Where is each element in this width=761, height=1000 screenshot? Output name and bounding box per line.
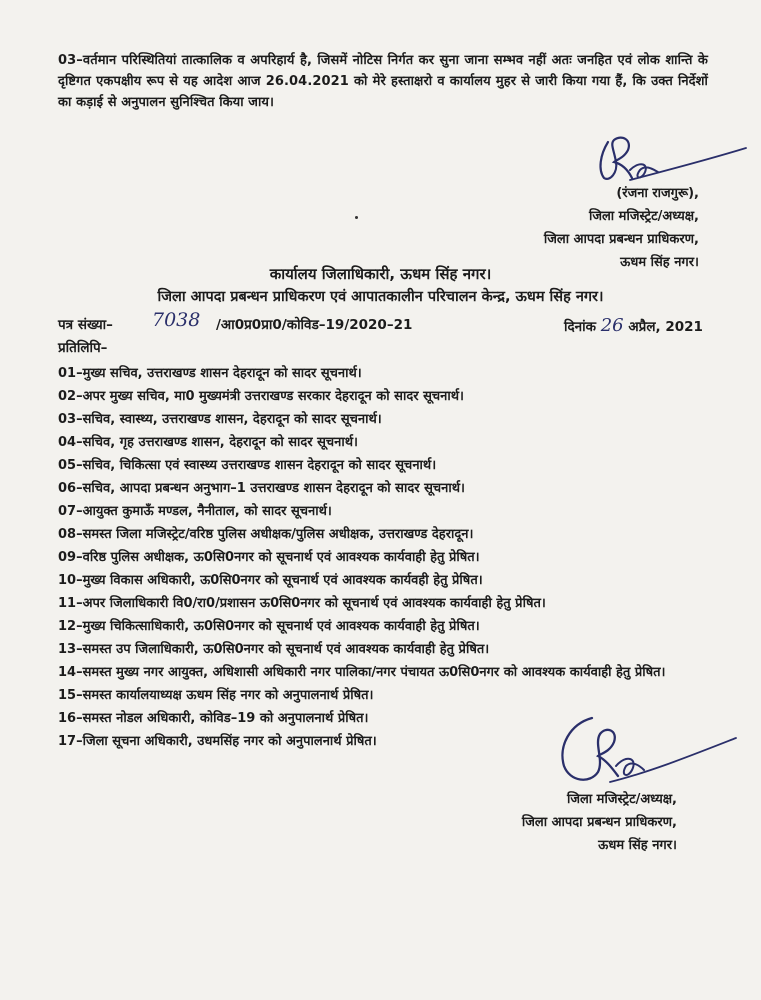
ink-speck	[355, 216, 358, 219]
letter-number-label: पत्र संख्या–	[58, 317, 113, 333]
list-item: 01–मुख्य सचिव, उत्तराखण्ड शासन देहरादून को सादर सूचनार्थ।	[58, 366, 362, 381]
signature-top-image	[570, 120, 750, 190]
signatory-place: ऊधम सिंह नगर।	[598, 838, 677, 853]
list-item: 15–समस्त कार्यालयाध्यक्ष ऊधम सिंह नगर को अनुपालनार्थ प्रेषित।	[58, 688, 374, 703]
date-day-handwritten: 26	[600, 315, 624, 336]
list-item: 16–समस्त नोडल अधिकारी, कोविड–19 को अनुपालनार्थ प्रेषित।	[58, 711, 369, 726]
signatory-designation: जिला मजिस्ट्रेट/अध्यक्ष,	[588, 209, 699, 224]
recipient-list	[58, 362, 718, 753]
signature-bottom-image	[540, 704, 740, 794]
signatory-authority: जिला आपदा प्रबन्धन प्राधिकरण,	[543, 232, 699, 247]
letter-code: /आ0प्र0प्रा0/कोविड–19/2020–21	[216, 317, 413, 333]
signature-block-bottom	[522, 788, 677, 857]
list-item: 11–अपर जिलाधिकारी वि0/रा0/प्रशासन ऊ0सि0नगर को सूचनार्थ एवं आवश्यक कार्यवाही हेतु प्रेषित।	[58, 596, 546, 611]
signatory-name: (रंजना राजगुरू),	[616, 186, 699, 201]
signature-block-top	[544, 182, 699, 274]
list-item: 17–जिला सूचना अधिकारी, उधमसिंह नगर को अनुपालनार्थ प्रेषित।	[58, 734, 377, 749]
office-heading: कार्यालय जिलाधिकारी, ऊधम सिंह नगर।	[269, 265, 492, 283]
list-item: 07–आयुक्त कुमाऊँ मण्डल, नैनीताल, को सादर सूचनार्थ।	[58, 504, 332, 519]
order-paragraph: 03–वर्तमान परिस्थितियां तात्कालिक व अपरिहार्य है, जिसमें नोटिस निर्गत कर सुना जाना सम्भव नहीं अतः जनहित एवं लोक शान्ति के दृष्टिगत एकपक्षीय रूप से यह आदेश आज 26.04.2021 को मेरे हस्ताक्षरो व कार्यालय मुहर से जारी किया गया हैं, कि उक्त निर्देशों का कड़ाई से अनुपालन सुनिश्चित किया जाय।	[58, 53, 708, 110]
reference-line	[58, 309, 718, 337]
signatory-authority: जिला आपदा प्रबन्धन प्राधिकरण,	[521, 815, 677, 830]
list-item: 14–समस्त मुख्य नगर आयुक्त, अधिशासी अधिकारी नगर पालिका/नगर पंचायत ऊ0सि0नगर को आवश्यक कार्यवाही हेतु प्रेषित।	[58, 665, 666, 680]
list-item: 04–सचिव, गृह उत्तराखण्ड शासन, देहरादून को सादर सूचनार्थ।	[58, 435, 358, 450]
list-item: 12–मुख्य चिकित्साधिकारी, ऊ0सि0नगर को सूचनार्थ एवं आवश्यक कार्यवाही हेतु प्रेषित।	[58, 619, 480, 634]
list-item: 13–समस्त उप जिलाधिकारी, ऊ0सि0नगर को सूचनार्थ एवं आवश्यक कार्यवाही हेतु प्रेषित।	[58, 642, 490, 657]
list-item: 09–वरिष्ठ पुलिस अधीक्षक, ऊ0सि0नगर को सूचनार्थ एवं आवश्यक कार्यवाही हेतु प्रेषित।	[58, 550, 480, 565]
date-month-year: अप्रैल, 2021	[628, 319, 703, 335]
list-item: 06–सचिव, आपदा प्रबन्धन अनुभाग–1 उत्तराखण्ड शासन देहरादून को सादर सूचनार्थ।	[58, 481, 465, 496]
signatory-place: ऊधम सिंह नगर।	[620, 255, 699, 270]
letter-number-handwritten: 7038	[152, 309, 201, 331]
list-item: 03–सचिव, स्वास्थ्य, उत्तराखण्ड शासन, देहरादून को सादर सूचनार्थ।	[58, 412, 382, 427]
letter-date	[564, 315, 703, 336]
copy-label: प्रतिलिपि–	[58, 340, 108, 356]
date-label: दिनांक	[564, 319, 597, 335]
signatory-designation: जिला मजिस्ट्रेट/अध्यक्ष,	[566, 792, 677, 807]
list-item: 02–अपर मुख्य सचिव, मा0 मुख्यमंत्री उत्तराखण्ड सरकार देहरादून को सादर सूचनार्थ।	[58, 389, 464, 404]
list-item: 05–सचिव, चिकित्सा एवं स्वास्थ्य उत्तराखण्ड शासन देहरादून को सादर सूचनार्थ।	[58, 458, 437, 473]
list-item: 10–मुख्य विकास अधिकारी, ऊ0सि0नगर को सूचनार्थ एवं आवश्यक कार्यवही हेतु प्रेषित।	[58, 573, 483, 588]
list-item: 08–समस्त जिला मजिस्ट्रेट/वरिष्ठ पुलिस अधीक्षक/पुलिस अधीक्षक, उत्तराखण्ड देहरादून।	[58, 527, 474, 542]
office-subheading: जिला आपदा प्रबन्धन प्राधिकरण एवं आपातकालीन परिचालन केन्द्र, ऊधम सिंह नगर।	[157, 289, 604, 305]
